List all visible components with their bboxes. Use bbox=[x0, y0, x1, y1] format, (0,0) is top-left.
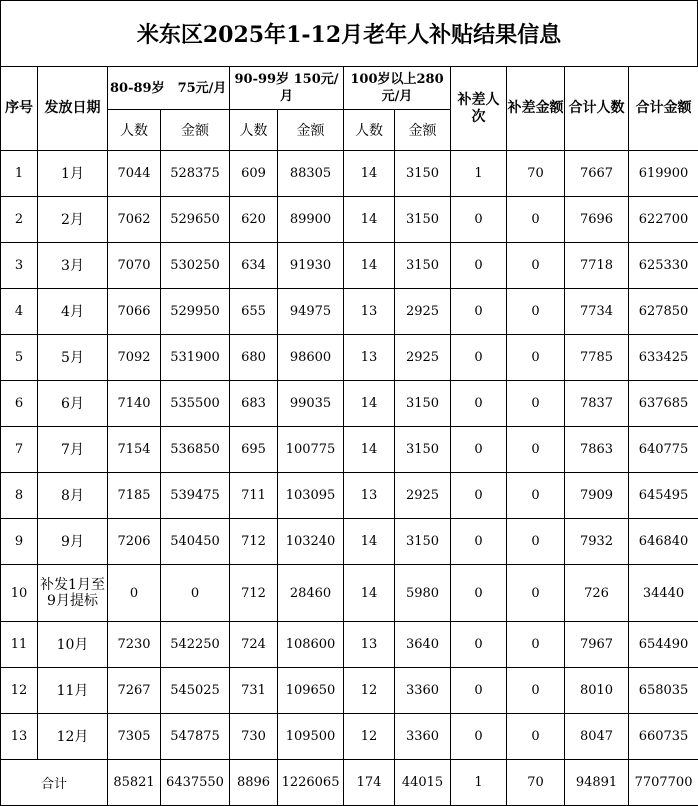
cell-people-90-99: 655 bbox=[230, 289, 278, 335]
cell-total-people: 8047 bbox=[565, 714, 629, 760]
cell-people-100-plus: 13 bbox=[344, 473, 395, 519]
page-title: 米东区2025年1-12月老年人补贴结果信息 bbox=[0, 0, 698, 66]
cell-date: 5月 bbox=[38, 335, 108, 381]
cell-amount-90-99: 103240 bbox=[278, 519, 344, 565]
table-row bbox=[1, 381, 698, 427]
cell-date: 3月 bbox=[38, 243, 108, 289]
header-diff-count: 补差人次 bbox=[451, 67, 507, 151]
cell-seq: 13 bbox=[1, 714, 38, 760]
cell-people-100-plus: 12 bbox=[344, 714, 395, 760]
header-diff-amount: 补差金额 bbox=[507, 67, 565, 151]
cell-people-80-89: 7066 bbox=[108, 289, 161, 335]
cell-diff-amount: 0 bbox=[507, 473, 565, 519]
cell-diff-amount: 0 bbox=[507, 381, 565, 427]
cell-people-90-99: 724 bbox=[230, 622, 278, 668]
cell-people-90-99: 609 bbox=[230, 151, 278, 197]
total-amount-90-99: 1226065 bbox=[278, 760, 344, 806]
cell-amount-80-89: 540450 bbox=[161, 519, 230, 565]
cell-total-amount: 625330 bbox=[629, 243, 698, 289]
cell-date: 2月 bbox=[38, 197, 108, 243]
cell-diff-count: 1 bbox=[451, 151, 507, 197]
cell-total-people: 7785 bbox=[565, 335, 629, 381]
cell-seq: 8 bbox=[1, 473, 38, 519]
cell-total-amount: 633425 bbox=[629, 335, 698, 381]
total-diff-count: 1 bbox=[451, 760, 507, 806]
cell-people-80-89: 7070 bbox=[108, 243, 161, 289]
cell-amount-80-89: 529650 bbox=[161, 197, 230, 243]
cell-people-100-plus: 14 bbox=[344, 565, 395, 622]
cell-people-80-89: 7185 bbox=[108, 473, 161, 519]
cell-diff-amount: 0 bbox=[507, 519, 565, 565]
cell-people-80-89: 7044 bbox=[108, 151, 161, 197]
cell-total-people: 726 bbox=[565, 565, 629, 622]
cell-total-people: 7837 bbox=[565, 381, 629, 427]
cell-diff-amount: 0 bbox=[507, 243, 565, 289]
cell-diff-count: 0 bbox=[451, 565, 507, 622]
header-amount-2: 金额 bbox=[278, 110, 344, 151]
cell-diff-count: 0 bbox=[451, 381, 507, 427]
cell-seq: 10 bbox=[1, 565, 38, 622]
cell-diff-amount: 0 bbox=[507, 565, 565, 622]
cell-people-90-99: 683 bbox=[230, 381, 278, 427]
total-diff-amount: 70 bbox=[507, 760, 565, 806]
cell-diff-count: 0 bbox=[451, 714, 507, 760]
cell-amount-90-99: 100775 bbox=[278, 427, 344, 473]
total-people-80-89: 85821 bbox=[108, 760, 161, 806]
cell-total-people: 7718 bbox=[565, 243, 629, 289]
cell-people-80-89: 7206 bbox=[108, 519, 161, 565]
table-row bbox=[1, 427, 698, 473]
cell-amount-100-plus: 3150 bbox=[395, 197, 451, 243]
cell-seq: 3 bbox=[1, 243, 38, 289]
cell-diff-amount: 0 bbox=[507, 197, 565, 243]
cell-total-people: 7909 bbox=[565, 473, 629, 519]
table-row bbox=[1, 714, 698, 760]
header-amount-3: 金额 bbox=[395, 110, 451, 151]
cell-amount-80-89: 530250 bbox=[161, 243, 230, 289]
subsidy-table bbox=[0, 66, 698, 806]
cell-people-80-89: 0 bbox=[108, 565, 161, 622]
cell-people-100-plus: 14 bbox=[344, 243, 395, 289]
cell-amount-80-89: 539475 bbox=[161, 473, 230, 519]
table-row bbox=[1, 335, 698, 381]
header-group-100-plus: 100岁以上280元/月 bbox=[344, 67, 451, 110]
cell-date: 1月 bbox=[38, 151, 108, 197]
header-people-3: 人数 bbox=[344, 110, 395, 151]
header-row-1 bbox=[1, 67, 698, 110]
cell-amount-90-99: 109650 bbox=[278, 668, 344, 714]
cell-date: 8月 bbox=[38, 473, 108, 519]
total-amount-80-89: 6437550 bbox=[161, 760, 230, 806]
cell-total-people: 7667 bbox=[565, 151, 629, 197]
cell-diff-amount: 70 bbox=[507, 151, 565, 197]
cell-people-100-plus: 14 bbox=[344, 151, 395, 197]
cell-total-people: 7967 bbox=[565, 622, 629, 668]
cell-total-amount: 34440 bbox=[629, 565, 698, 622]
header-date: 发放日期 bbox=[38, 67, 108, 151]
cell-amount-100-plus: 3150 bbox=[395, 519, 451, 565]
cell-amount-80-89: 0 bbox=[161, 565, 230, 622]
cell-diff-count: 0 bbox=[451, 473, 507, 519]
cell-seq: 11 bbox=[1, 622, 38, 668]
header-group-90-99: 90-99岁 150元/月 bbox=[230, 67, 344, 110]
total-amount-100-plus: 44015 bbox=[395, 760, 451, 806]
cell-people-100-plus: 12 bbox=[344, 668, 395, 714]
cell-total-people: 8010 bbox=[565, 668, 629, 714]
cell-seq: 12 bbox=[1, 668, 38, 714]
cell-diff-amount: 0 bbox=[507, 668, 565, 714]
header-group-80-89: 80-89岁 75元/月 bbox=[108, 67, 230, 110]
cell-people-80-89: 7092 bbox=[108, 335, 161, 381]
table-row bbox=[1, 151, 698, 197]
cell-total-amount: 627850 bbox=[629, 289, 698, 335]
cell-people-80-89: 7154 bbox=[108, 427, 161, 473]
cell-amount-100-plus: 2925 bbox=[395, 473, 451, 519]
cell-amount-90-99: 91930 bbox=[278, 243, 344, 289]
cell-amount-80-89: 531900 bbox=[161, 335, 230, 381]
cell-people-100-plus: 14 bbox=[344, 519, 395, 565]
cell-date: 7月 bbox=[38, 427, 108, 473]
cell-amount-90-99: 88305 bbox=[278, 151, 344, 197]
total-row bbox=[1, 760, 698, 806]
cell-amount-90-99: 103095 bbox=[278, 473, 344, 519]
cell-date: 补发1月至9月提标 bbox=[38, 565, 108, 622]
cell-amount-80-89: 545025 bbox=[161, 668, 230, 714]
cell-people-100-plus: 13 bbox=[344, 289, 395, 335]
cell-diff-count: 0 bbox=[451, 427, 507, 473]
header-people-1: 人数 bbox=[108, 110, 161, 151]
cell-people-100-plus: 13 bbox=[344, 335, 395, 381]
cell-total-people: 7932 bbox=[565, 519, 629, 565]
cell-amount-100-plus: 3360 bbox=[395, 714, 451, 760]
cell-people-90-99: 620 bbox=[230, 197, 278, 243]
cell-people-80-89: 7267 bbox=[108, 668, 161, 714]
cell-total-amount: 654490 bbox=[629, 622, 698, 668]
cell-people-100-plus: 13 bbox=[344, 622, 395, 668]
cell-amount-80-89: 536850 bbox=[161, 427, 230, 473]
header-seq: 序号 bbox=[1, 67, 38, 151]
cell-amount-100-plus: 5980 bbox=[395, 565, 451, 622]
cell-amount-100-plus: 2925 bbox=[395, 335, 451, 381]
cell-diff-count: 0 bbox=[451, 335, 507, 381]
cell-people-100-plus: 14 bbox=[344, 381, 395, 427]
cell-amount-100-plus: 3150 bbox=[395, 427, 451, 473]
cell-amount-90-99: 108600 bbox=[278, 622, 344, 668]
cell-date: 11月 bbox=[38, 668, 108, 714]
cell-diff-amount: 0 bbox=[507, 714, 565, 760]
table-row bbox=[1, 197, 698, 243]
cell-total-people: 7734 bbox=[565, 289, 629, 335]
cell-amount-100-plus: 3150 bbox=[395, 151, 451, 197]
cell-amount-100-plus: 3640 bbox=[395, 622, 451, 668]
cell-amount-90-99: 99035 bbox=[278, 381, 344, 427]
cell-amount-100-plus: 3150 bbox=[395, 243, 451, 289]
header-amount-1: 金额 bbox=[161, 110, 230, 151]
table-row bbox=[1, 473, 698, 519]
cell-diff-amount: 0 bbox=[507, 335, 565, 381]
cell-diff-count: 0 bbox=[451, 622, 507, 668]
cell-people-90-99: 711 bbox=[230, 473, 278, 519]
cell-diff-amount: 0 bbox=[507, 289, 565, 335]
cell-people-80-89: 7230 bbox=[108, 622, 161, 668]
cell-amount-90-99: 98600 bbox=[278, 335, 344, 381]
table-row bbox=[1, 243, 698, 289]
cell-amount-80-89: 535500 bbox=[161, 381, 230, 427]
cell-amount-80-89: 529950 bbox=[161, 289, 230, 335]
cell-people-90-99: 712 bbox=[230, 565, 278, 622]
cell-amount-100-plus: 3150 bbox=[395, 381, 451, 427]
cell-date: 10月 bbox=[38, 622, 108, 668]
total-total-people: 94891 bbox=[565, 760, 629, 806]
cell-seq: 6 bbox=[1, 381, 38, 427]
cell-total-people: 7863 bbox=[565, 427, 629, 473]
total-total-amount: 7707700 bbox=[629, 760, 698, 806]
cell-diff-count: 0 bbox=[451, 519, 507, 565]
cell-seq: 7 bbox=[1, 427, 38, 473]
total-people-100-plus: 174 bbox=[344, 760, 395, 806]
cell-total-amount: 660735 bbox=[629, 714, 698, 760]
cell-total-amount: 658035 bbox=[629, 668, 698, 714]
table-row bbox=[1, 622, 698, 668]
table-row bbox=[1, 289, 698, 335]
cell-people-90-99: 634 bbox=[230, 243, 278, 289]
cell-people-90-99: 730 bbox=[230, 714, 278, 760]
cell-amount-100-plus: 3360 bbox=[395, 668, 451, 714]
cell-date: 12月 bbox=[38, 714, 108, 760]
cell-seq: 4 bbox=[1, 289, 38, 335]
header-total-people: 合计人数 bbox=[565, 67, 629, 151]
table-row bbox=[1, 519, 698, 565]
cell-date: 9月 bbox=[38, 519, 108, 565]
cell-total-amount: 645495 bbox=[629, 473, 698, 519]
cell-people-100-plus: 14 bbox=[344, 427, 395, 473]
cell-date: 6月 bbox=[38, 381, 108, 427]
cell-total-amount: 637685 bbox=[629, 381, 698, 427]
cell-people-80-89: 7305 bbox=[108, 714, 161, 760]
cell-date: 4月 bbox=[38, 289, 108, 335]
cell-seq: 1 bbox=[1, 151, 38, 197]
cell-amount-100-plus: 2925 bbox=[395, 289, 451, 335]
cell-amount-90-99: 28460 bbox=[278, 565, 344, 622]
cell-diff-count: 0 bbox=[451, 197, 507, 243]
cell-amount-80-89: 542250 bbox=[161, 622, 230, 668]
header-total-amount: 合计金额 bbox=[629, 67, 698, 151]
cell-seq: 9 bbox=[1, 519, 38, 565]
cell-amount-90-99: 89900 bbox=[278, 197, 344, 243]
total-people-90-99: 8896 bbox=[230, 760, 278, 806]
cell-diff-amount: 0 bbox=[507, 427, 565, 473]
cell-diff-amount: 0 bbox=[507, 622, 565, 668]
cell-total-amount: 622700 bbox=[629, 197, 698, 243]
cell-people-90-99: 731 bbox=[230, 668, 278, 714]
header-people-2: 人数 bbox=[230, 110, 278, 151]
cell-seq: 5 bbox=[1, 335, 38, 381]
table-row bbox=[1, 668, 698, 714]
cell-people-90-99: 680 bbox=[230, 335, 278, 381]
cell-total-amount: 619900 bbox=[629, 151, 698, 197]
cell-people-90-99: 695 bbox=[230, 427, 278, 473]
cell-amount-80-89: 528375 bbox=[161, 151, 230, 197]
cell-total-amount: 646840 bbox=[629, 519, 698, 565]
cell-diff-count: 0 bbox=[451, 243, 507, 289]
cell-people-100-plus: 14 bbox=[344, 197, 395, 243]
cell-diff-count: 0 bbox=[451, 668, 507, 714]
table-row bbox=[1, 565, 698, 622]
cell-seq: 2 bbox=[1, 197, 38, 243]
cell-amount-90-99: 94975 bbox=[278, 289, 344, 335]
cell-people-80-89: 7140 bbox=[108, 381, 161, 427]
cell-total-amount: 640775 bbox=[629, 427, 698, 473]
cell-people-80-89: 7062 bbox=[108, 197, 161, 243]
cell-amount-80-89: 547875 bbox=[161, 714, 230, 760]
total-label: 合计 bbox=[1, 760, 108, 806]
cell-amount-90-99: 109500 bbox=[278, 714, 344, 760]
cell-diff-count: 0 bbox=[451, 289, 507, 335]
cell-total-people: 7696 bbox=[565, 197, 629, 243]
cell-people-90-99: 712 bbox=[230, 519, 278, 565]
